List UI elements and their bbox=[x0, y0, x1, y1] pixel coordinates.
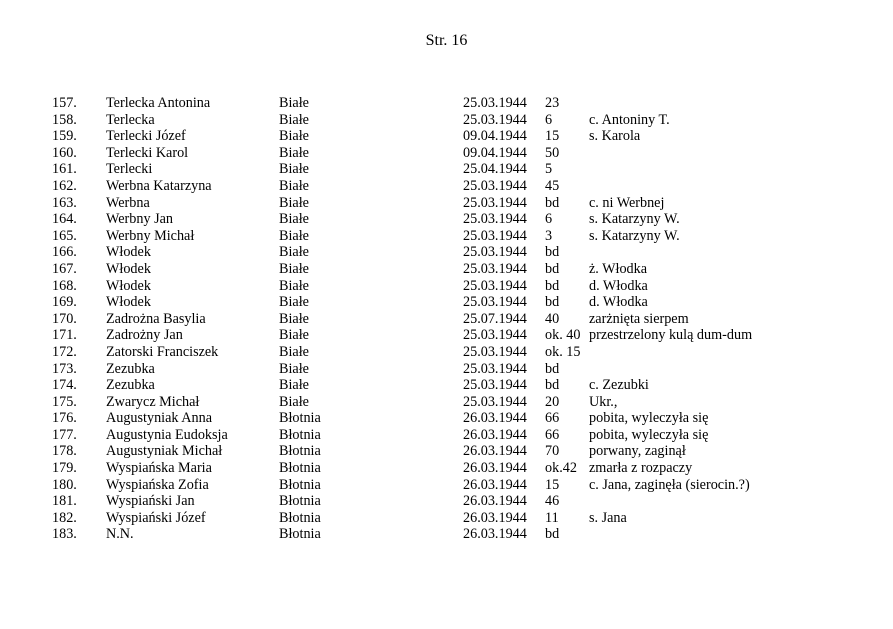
entry-name: Wyspiańska Zofia bbox=[106, 476, 209, 493]
entry-name: Wyspiański Jan bbox=[106, 493, 195, 510]
entry-date: 09.04.1944 bbox=[463, 128, 527, 145]
entry-age: 5 bbox=[545, 161, 553, 178]
entry-place: Błotnia bbox=[279, 426, 321, 443]
page-title: Str. 16 bbox=[425, 32, 468, 49]
entry-name: Terlecki bbox=[106, 161, 153, 178]
entry-date: 26.03.1944 bbox=[463, 476, 527, 493]
entry-age: 11 bbox=[545, 509, 559, 526]
entry-place: Białe bbox=[279, 177, 309, 194]
entry-number: 176. bbox=[52, 410, 77, 427]
entry-place: Białe bbox=[279, 211, 309, 228]
entry-date: 25.03.1944 bbox=[463, 95, 527, 111]
entry-note: s. Katarzyny W. bbox=[589, 211, 680, 228]
table-row bbox=[0, 410, 893, 427]
entry-date: 25.03.1944 bbox=[463, 177, 527, 194]
table-row bbox=[0, 278, 893, 295]
entry-number: 166. bbox=[52, 244, 77, 261]
entry-name: Zezubka bbox=[106, 360, 155, 377]
entry-number: 158. bbox=[52, 111, 77, 128]
entry-number: 172. bbox=[52, 343, 77, 360]
table-row bbox=[0, 493, 893, 510]
entry-place: Błotnia bbox=[279, 476, 321, 493]
entry-name: Werbna Katarzyna bbox=[106, 177, 212, 194]
entry-name: Terlecka bbox=[106, 111, 155, 128]
victims-table bbox=[0, 95, 893, 543]
entry-number: 163. bbox=[52, 194, 77, 211]
entry-age: bd bbox=[545, 194, 560, 211]
table-row bbox=[0, 294, 893, 311]
entry-place: Białe bbox=[279, 144, 309, 161]
entry-number: 161. bbox=[52, 161, 77, 178]
table-row bbox=[0, 394, 893, 411]
entry-note: porwany, zaginął bbox=[589, 443, 686, 460]
entry-date: 25.04.1944 bbox=[463, 161, 527, 178]
table-row bbox=[0, 427, 893, 444]
entry-name: Włodek bbox=[106, 294, 151, 311]
table-row bbox=[0, 344, 893, 361]
entry-name: Zadrożna Basylia bbox=[106, 310, 206, 327]
entry-age: bd bbox=[545, 294, 560, 311]
entry-age: ok.42 bbox=[545, 460, 577, 477]
entry-number: 180. bbox=[52, 476, 77, 493]
entry-age: 45 bbox=[545, 177, 560, 194]
entry-note: c. Jana, zaginęła (sierocin.?) bbox=[589, 476, 750, 493]
entry-place: Białe bbox=[279, 360, 309, 377]
entry-number: 168. bbox=[52, 277, 77, 294]
table-row bbox=[0, 112, 893, 129]
entry-date: 25.03.1944 bbox=[463, 227, 527, 244]
entry-number: 157. bbox=[52, 95, 77, 111]
table-row bbox=[0, 244, 893, 261]
entry-date: 25.03.1944 bbox=[463, 244, 527, 261]
entry-place: Błotnia bbox=[279, 509, 321, 526]
entry-date: 09.04.1944 bbox=[463, 144, 527, 161]
entry-date: 25.03.1944 bbox=[463, 211, 527, 228]
entry-number: 183. bbox=[52, 526, 77, 543]
entry-date: 25.03.1944 bbox=[463, 294, 527, 311]
entry-place: Białe bbox=[279, 128, 309, 145]
entry-name: Terlecki Karol bbox=[106, 144, 189, 161]
entry-date: 26.03.1944 bbox=[463, 460, 527, 477]
entry-date: 26.03.1944 bbox=[463, 410, 527, 427]
entry-age: 15 bbox=[545, 476, 560, 493]
entry-name: Werbna bbox=[106, 194, 150, 211]
entry-age: bd bbox=[545, 260, 560, 277]
entry-note: zmarła z rozpaczy bbox=[589, 460, 693, 477]
table-row bbox=[0, 443, 893, 460]
entry-date: 26.03.1944 bbox=[463, 526, 527, 543]
entry-name: Terlecka Antonina bbox=[106, 95, 211, 111]
entry-note: pobita, wyleczyła się bbox=[589, 410, 709, 427]
entry-date: 25.03.1944 bbox=[463, 393, 527, 410]
entry-age: 70 bbox=[545, 443, 560, 460]
entry-date: 26.03.1944 bbox=[463, 509, 527, 526]
entry-number: 164. bbox=[52, 211, 77, 228]
entry-place: Błotnia bbox=[279, 443, 321, 460]
entry-date: 25.03.1944 bbox=[463, 377, 527, 394]
entry-note: przestrzelony kulą dum-dum bbox=[589, 327, 753, 344]
entry-name: Werbny Michał bbox=[106, 227, 195, 244]
table-row bbox=[0, 477, 893, 494]
entry-place: Białe bbox=[279, 260, 309, 277]
entry-number: 179. bbox=[52, 460, 77, 477]
entry-number: 170. bbox=[52, 310, 77, 327]
entry-age: bd bbox=[545, 244, 560, 261]
entry-number: 177. bbox=[52, 426, 77, 443]
entry-number: 167. bbox=[52, 260, 77, 277]
entry-number: 171. bbox=[52, 327, 77, 344]
entry-date: 25.03.1944 bbox=[463, 343, 527, 360]
table-row bbox=[0, 95, 893, 112]
table-row bbox=[0, 211, 893, 228]
table-row bbox=[0, 178, 893, 195]
entry-number: 162. bbox=[52, 177, 77, 194]
entry-note: zarżnięta sierpem bbox=[589, 310, 689, 327]
entry-name: Włodek bbox=[106, 244, 151, 261]
entry-name: Werbny Jan bbox=[106, 211, 174, 228]
entry-number: 175. bbox=[52, 393, 77, 410]
entry-note: d. Włodka bbox=[589, 277, 648, 294]
entry-place: Białe bbox=[279, 277, 309, 294]
entry-age: 46 bbox=[545, 493, 560, 510]
table-row bbox=[0, 361, 893, 378]
table-row bbox=[0, 228, 893, 245]
entry-place: Białe bbox=[279, 294, 309, 311]
entry-number: 174. bbox=[52, 377, 77, 394]
table-row bbox=[0, 460, 893, 477]
entry-note: pobita, wyleczyła się bbox=[589, 426, 709, 443]
entry-place: Błotnia bbox=[279, 410, 321, 427]
entry-place: Białe bbox=[279, 161, 309, 178]
table-row bbox=[0, 526, 893, 543]
entry-place: Białe bbox=[279, 194, 309, 211]
entry-age: 6 bbox=[545, 111, 553, 128]
entry-date: 26.03.1944 bbox=[463, 493, 527, 510]
entry-date: 25.03.1944 bbox=[463, 327, 527, 344]
entry-date: 25.03.1944 bbox=[463, 277, 527, 294]
entry-number: 159. bbox=[52, 128, 77, 145]
entry-name: Zadrożny Jan bbox=[106, 327, 183, 344]
entry-place: Białe bbox=[279, 343, 309, 360]
table-row bbox=[0, 195, 893, 212]
entry-age: bd bbox=[545, 377, 560, 394]
entry-age: bd bbox=[545, 277, 560, 294]
entry-note: s. Katarzyny W. bbox=[589, 227, 680, 244]
entry-age: 3 bbox=[545, 227, 553, 244]
entry-note: ż. Włodka bbox=[589, 260, 648, 277]
entry-name: Wyspiański Józef bbox=[106, 509, 206, 526]
entry-date: 26.03.1944 bbox=[463, 426, 527, 443]
entry-name: Włodek bbox=[106, 260, 151, 277]
entry-place: Białe bbox=[279, 111, 309, 128]
entry-name: Augustyniak Anna bbox=[106, 410, 213, 427]
entry-place: Błotnia bbox=[279, 493, 321, 510]
entry-date: 25.07.1944 bbox=[463, 310, 527, 327]
entry-date: 25.03.1944 bbox=[463, 360, 527, 377]
entry-age: 15 bbox=[545, 128, 560, 145]
entry-age: 23 bbox=[545, 95, 560, 111]
entry-note: d. Włodka bbox=[589, 294, 648, 311]
entry-number: 160. bbox=[52, 144, 77, 161]
entry-place: Białe bbox=[279, 377, 309, 394]
entry-number: 178. bbox=[52, 443, 77, 460]
entry-note: c. Zezubki bbox=[589, 377, 649, 394]
table-row bbox=[0, 128, 893, 145]
table-row bbox=[0, 510, 893, 527]
table-row bbox=[0, 311, 893, 328]
entry-date: 25.03.1944 bbox=[463, 260, 527, 277]
entry-place: Białe bbox=[279, 310, 309, 327]
entry-place: Białe bbox=[279, 95, 309, 111]
entry-note: s. Karola bbox=[589, 128, 641, 145]
entry-age: 66 bbox=[545, 410, 560, 427]
entry-date: 25.03.1944 bbox=[463, 111, 527, 128]
entry-date: 25.03.1944 bbox=[463, 194, 527, 211]
entry-number: 182. bbox=[52, 509, 77, 526]
entry-note: Ukr., bbox=[589, 393, 618, 410]
entry-date: 26.03.1944 bbox=[463, 443, 527, 460]
entry-name: Zatorski Franciszek bbox=[106, 343, 219, 360]
table-row bbox=[0, 261, 893, 278]
entry-place: Białe bbox=[279, 244, 309, 261]
entry-age: 40 bbox=[545, 310, 560, 327]
entry-number: 165. bbox=[52, 227, 77, 244]
table-row bbox=[0, 377, 893, 394]
entry-age: 50 bbox=[545, 144, 560, 161]
entry-age: 20 bbox=[545, 393, 560, 410]
entry-name: Terlecki Józef bbox=[106, 128, 186, 145]
entry-note: c. Antoniny T. bbox=[589, 111, 670, 128]
entry-name: Wyspiańska Maria bbox=[106, 460, 212, 477]
entry-place: Białe bbox=[279, 227, 309, 244]
entry-place: Białe bbox=[279, 393, 309, 410]
entry-name: Włodek bbox=[106, 277, 151, 294]
table-row bbox=[0, 161, 893, 178]
table-row bbox=[0, 145, 893, 162]
table-row bbox=[0, 327, 893, 344]
entry-number: 169. bbox=[52, 294, 77, 311]
entry-age: ok. 40 bbox=[545, 327, 581, 344]
entry-age: bd bbox=[545, 526, 560, 543]
entry-name: Zezubka bbox=[106, 377, 155, 394]
entry-place: Błotnia bbox=[279, 460, 321, 477]
entry-name: Zwarycz Michał bbox=[106, 393, 200, 410]
entry-age: bd bbox=[545, 360, 560, 377]
entry-place: Błotnia bbox=[279, 526, 321, 543]
entry-name: Augustynia Eudoksja bbox=[106, 426, 228, 443]
entry-note: c. ni Werbnej bbox=[589, 194, 665, 211]
entry-number: 181. bbox=[52, 493, 77, 510]
entry-age: 66 bbox=[545, 426, 560, 443]
entry-number: 173. bbox=[52, 360, 77, 377]
entry-place: Białe bbox=[279, 327, 309, 344]
entry-age: ok. 15 bbox=[545, 343, 581, 360]
entry-age: 6 bbox=[545, 211, 553, 228]
entry-note: s. Jana bbox=[589, 509, 627, 526]
entry-name: Augustyniak Michał bbox=[106, 443, 223, 460]
entry-name: N.N. bbox=[106, 526, 134, 543]
